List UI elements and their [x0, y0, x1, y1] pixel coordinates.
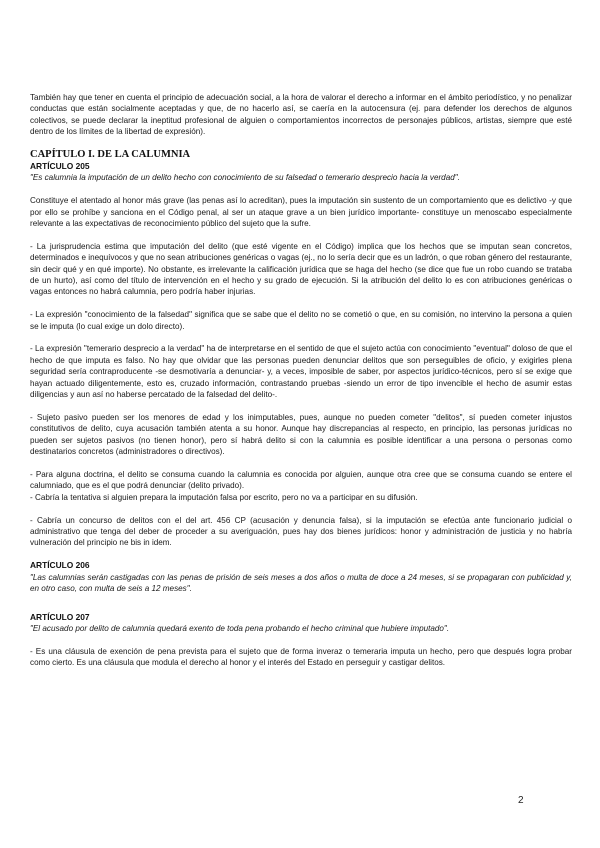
article-205-paragraph-1: Constituye el atentado al honor más grave (las penas así lo acreditan), pues la imputación sin sustento de un comportamiento que es delictivo -y que por ello se prohíbe y sanciona en el Código penal, al ser un ataque grave a un bien jurídico importante- constituye un menoscabo especialmente relevante a las expectativas de reconocimiento público del sujeto que la sufre. [30, 196, 572, 229]
chapter-title: CAPÍTULO I. DE LA CALUMNIA [30, 149, 191, 161]
article-205-paragraph-3: - La expresión "conocimiento de la falsedad" significa que se sabe que el delito no se cometió o que, en su comisión, no intervino la persona a quien se le imputa (lo cual exige un dolo directo). [30, 310, 572, 331]
article-207-quote: "El acusado por delito de calumnia quedará exento de toda pena probando el hecho criminal que hubiere imputado". [30, 624, 450, 634]
document-page [30, 92, 572, 669]
article-206-heading: ARTÍCULO 206 [30, 560, 90, 571]
article-205-paragraph-8: - Cabría un concurso de delitos con el del art. 456 CP (acusación y denuncia falsa), si la imputación se efectúa ante funcionario judicial o administrativo que tenga del deber de proceder a su averiguación, pues hay dos bienes jurídicos: honor y administración de justicia y no habría vulneración del principio ne bis in idem. [30, 515, 572, 548]
page-number: 2 [518, 795, 524, 806]
article-205-paragraph-7: - Cabría la tentativa si alguien prepara la imputación falsa por escrito, pero no va a participar en su difusión. [30, 492, 418, 502]
article-207-heading: ARTÍCULO 207 [30, 611, 90, 622]
article-206-quote: "Las calumnias serán castigadas con las penas de prisión de seis meses a dos años o multa de doce a 24 meses, si se propagaran con publicidad y, en otro caso, con multa de seis a 12 meses". [30, 572, 572, 593]
intro-paragraph: También hay que tener en cuenta el principio de adecuación social, a la hora de valorar el derecho a informar en el ámbito periodístico, y no penalizar conductas que están socialmente aceptadas y que, de no hacerlo así, se caería en la autocensura (ej. para defender los derechos de algunos colectivos, se puede declarar la ineptitud profesional de alguien o comportamientos incorrectos de personajes públicos, artistas, siempre que esté dentro de los límites de la libertad de expresión). [30, 93, 572, 137]
article-205-heading: ARTÍCULO 205 [30, 161, 90, 172]
article-205-paragraph-2: - La jurisprudencia estima que imputación del delito (que esté vigente en el Código) implica que los hechos que se imputan sean concretos, determinados e inequívocos y que no sean atribuciones genéricas o vagas (ej., no lo sería decir que es un ladrón, o que roban género del restaurante, sin decir qué y en qué importe). No obstante, es irrelevante la calificación jurídica que se haga del hecho (se dice que fue un robo cuando se trataba de un hurto), así como del título de intervención en el hecho y su grado de ejecución. Si la atribución del delito lo es con atribuciones genéricas o vagas entonces no habrá calumnia, pero podría haber injurias. [30, 241, 573, 297]
article-205-paragraph-5: - Sujeto pasivo pueden ser los menores de edad y los inimputables, pues, aunque no pueden cometer "delitos", sí pueden cometer injustos constitutivos de delito, cuya acusación también atenta a su honor. Aunque hay discrepancias al respecto, en principio, las personas jurídicas no pueden ser sujetos pasivos (no tienen honor), pero sí habrá delito si con la calumnia es posible identificar a una persona o personas como destinatarios concretos (administradores o directivos). [30, 412, 572, 457]
article-205-paragraph-6: - Para alguna doctrina, el delito se consuma cuando la calumnia es conocida por alguien, aunque otra cree que se consuma cuando se entere el calumniado, que es el que podrá denunciar (delito privado). [30, 469, 572, 491]
article-207-paragraph-1: - Es una cláusula de exención de pena prevista para el sujeto que de forma inveraz o temeraria imputa un hecho, pero que después logra probar como cierto. Es una cláusula que modula el derecho al honor y el interés del Estado en perseguir y castigar delitos. [30, 646, 572, 668]
article-205-paragraph-4: - La expresión "temerario desprecio a la verdad" ha de interpretarse en el sentido de que el sujeto actúa con conocimiento "eventual" doloso de que el hecho de que imputa es falso. No hay que olvidar que las personas pueden denunciar delitos que son perseguibles de oficio, y exigirles plena seguridad sería contraproducente -se desmotivaría a denunciar- y, a veces, imposible de saber, por aspectos jurídico-técnicos, pero sí se exige que hayan actuado diligentemente, esto es, cruzado información, contrastando pruebas -siendo un error de tipo invencible el hecho de asumir estas diligencias y aun así no haberse percatado de la falsedad del delito-. [30, 344, 572, 400]
article-205-quote: "Es calumnia la imputación de un delito hecho con conocimiento de su falsedad o temerario desprecio hacia la verdad". [30, 173, 460, 183]
